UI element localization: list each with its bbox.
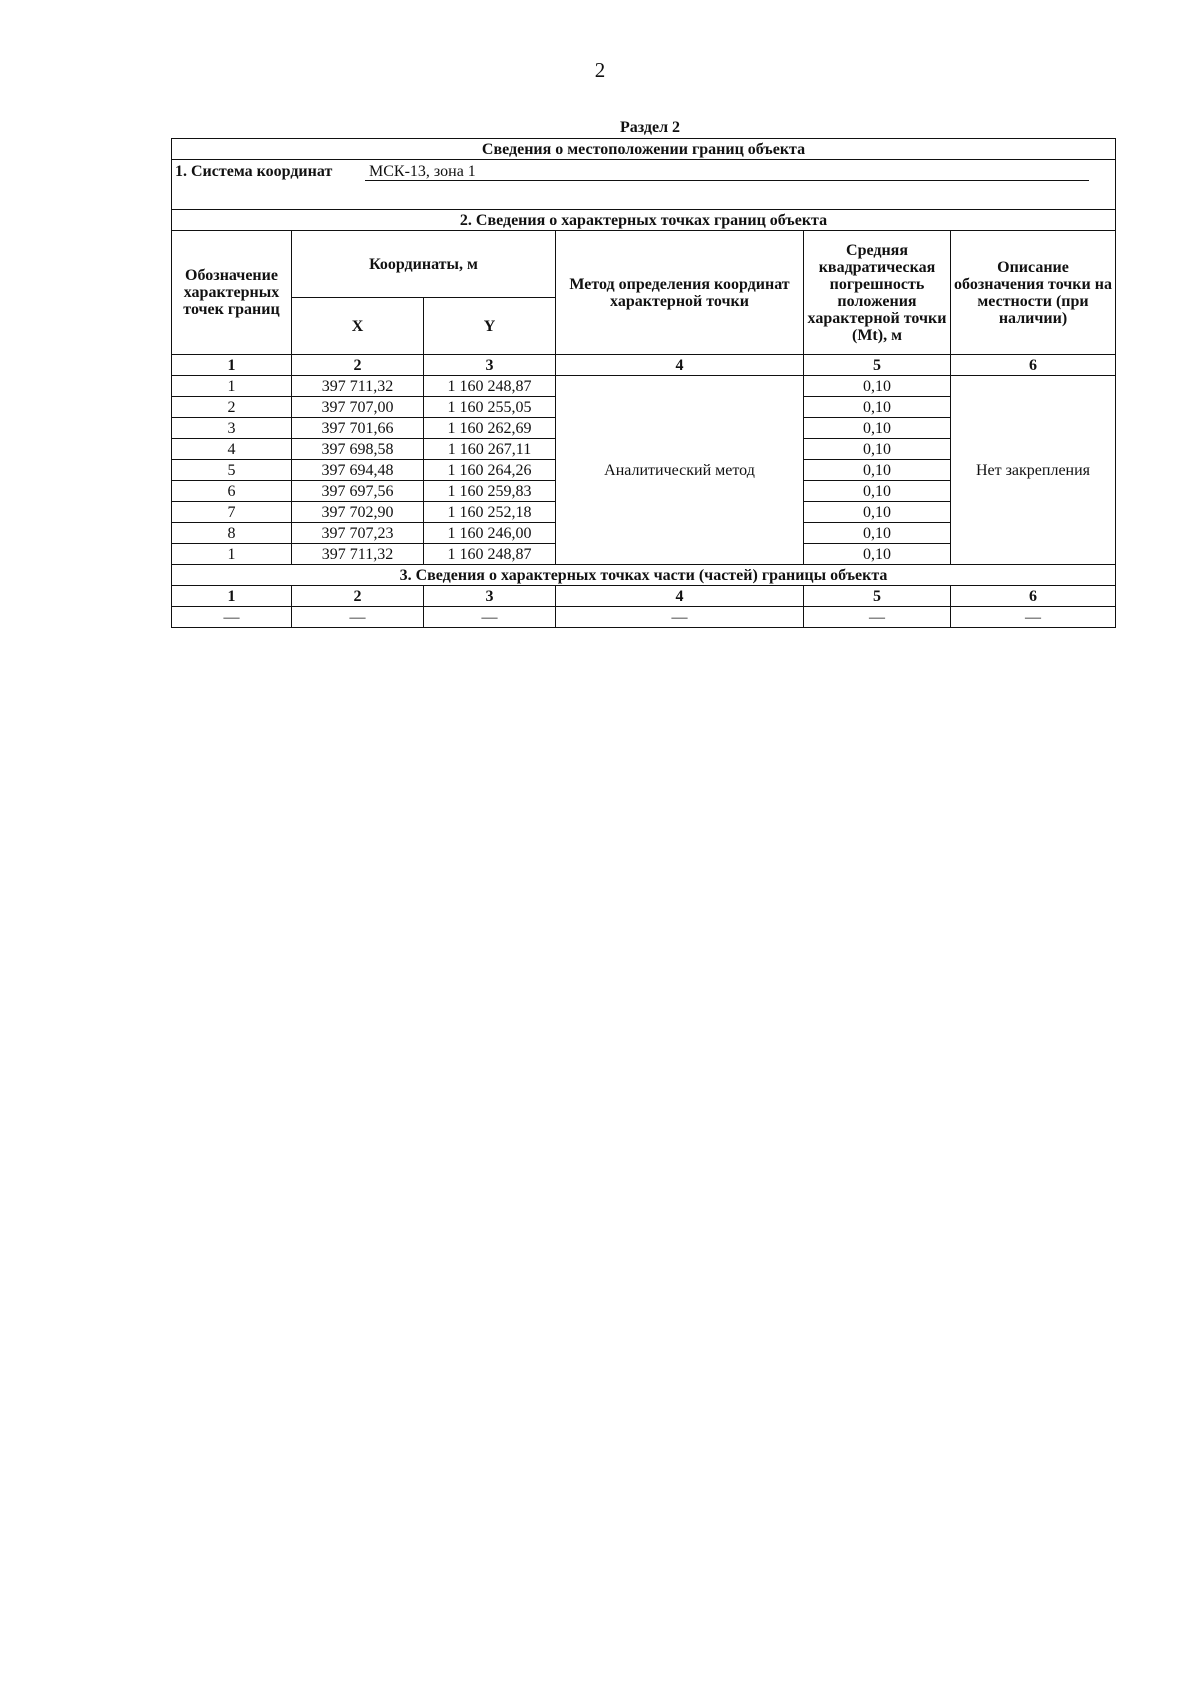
boundary-table xyxy=(171,138,1116,628)
point-y: 1 160 248,87 xyxy=(424,544,556,565)
parts-cell: — xyxy=(172,607,292,628)
point-mt: 0,10 xyxy=(804,439,951,460)
point-y: 1 160 267,11 xyxy=(424,439,556,460)
point-id: 2 xyxy=(172,397,292,418)
point-x: 397 711,32 xyxy=(292,544,424,565)
point-mt: 0,10 xyxy=(804,376,951,397)
method-cell: Аналитический метод xyxy=(556,376,804,565)
point-mt: 0,10 xyxy=(804,397,951,418)
point-x: 397 698,58 xyxy=(292,439,424,460)
column-number: 6 xyxy=(951,355,1116,376)
point-y: 1 160 262,69 xyxy=(424,418,556,439)
parts-section-title: 3. Сведения о характерных точках части (частей) границы объекта xyxy=(172,565,1116,586)
parts-column-number: 1 xyxy=(172,586,292,607)
point-y: 1 160 252,18 xyxy=(424,502,556,523)
column-number: 5 xyxy=(804,355,951,376)
point-y: 1 160 255,05 xyxy=(424,397,556,418)
point-mt: 0,10 xyxy=(804,544,951,565)
point-x: 397 707,00 xyxy=(292,397,424,418)
parts-column-number: 5 xyxy=(804,586,951,607)
point-mt: 0,10 xyxy=(804,523,951,544)
parts-cell: — xyxy=(951,607,1116,628)
point-mt: 0,10 xyxy=(804,460,951,481)
parts-cell: — xyxy=(292,607,424,628)
column-number: 2 xyxy=(292,355,424,376)
parts-data-row xyxy=(172,607,1116,628)
point-x: 397 694,48 xyxy=(292,460,424,481)
parts-column-number-row xyxy=(172,586,1116,607)
point-id: 7 xyxy=(172,502,292,523)
point-x: 397 701,66 xyxy=(292,418,424,439)
header-method: Метод определения координат характерной точки xyxy=(556,231,804,355)
coord-system-row xyxy=(172,160,1116,210)
point-mt: 0,10 xyxy=(804,481,951,502)
header-error: Средняя квадратическая погрешность положения характерной точки (Mt), м xyxy=(804,231,951,355)
parts-column-number: 3 xyxy=(424,586,556,607)
column-number-row xyxy=(172,355,1116,376)
header-coordinates: Координаты, м xyxy=(292,231,556,298)
point-mt: 0,10 xyxy=(804,502,951,523)
parts-column-number: 4 xyxy=(556,586,804,607)
column-number: 4 xyxy=(556,355,804,376)
coord-system-value: МСК-13, зона 1 xyxy=(365,163,1089,181)
point-y: 1 160 259,83 xyxy=(424,481,556,502)
point-id: 1 xyxy=(172,544,292,565)
point-mt: 0,10 xyxy=(804,418,951,439)
points-section-title: 2. Сведения о характерных точках границ объекта xyxy=(172,210,1116,231)
point-y: 1 160 264,26 xyxy=(424,460,556,481)
parts-cell: — xyxy=(556,607,804,628)
description-cell: Нет закрепления xyxy=(951,376,1116,565)
header-description: Описание обозначения точки на местности (при наличии) xyxy=(951,231,1116,355)
point-id: 6 xyxy=(172,481,292,502)
point-y: 1 160 246,00 xyxy=(424,523,556,544)
table-title: Сведения о местоположении границ объекта xyxy=(172,139,1116,160)
point-x: 397 697,56 xyxy=(292,481,424,502)
header-y: Y xyxy=(424,298,556,355)
point-y: 1 160 248,87 xyxy=(424,376,556,397)
parts-column-number: 2 xyxy=(292,586,424,607)
header-x: X xyxy=(292,298,424,355)
boundary-table-container xyxy=(171,138,1115,628)
point-x: 397 711,32 xyxy=(292,376,424,397)
point-id: 4 xyxy=(172,439,292,460)
point-x: 397 707,23 xyxy=(292,523,424,544)
point-row xyxy=(172,376,1116,397)
column-number: 1 xyxy=(172,355,292,376)
section-title: Раздел 2 xyxy=(619,119,681,136)
header-designation: Обозначение характерных точек границ xyxy=(172,231,292,355)
parts-cell: — xyxy=(424,607,556,628)
column-number: 3 xyxy=(424,355,556,376)
page-number: 2 xyxy=(594,58,606,82)
point-id: 5 xyxy=(172,460,292,481)
point-id: 1 xyxy=(172,376,292,397)
parts-cell: — xyxy=(804,607,951,628)
point-id: 3 xyxy=(172,418,292,439)
point-id: 8 xyxy=(172,523,292,544)
coord-system-label: 1. Система координат xyxy=(175,163,333,180)
point-x: 397 702,90 xyxy=(292,502,424,523)
parts-column-number: 6 xyxy=(951,586,1116,607)
